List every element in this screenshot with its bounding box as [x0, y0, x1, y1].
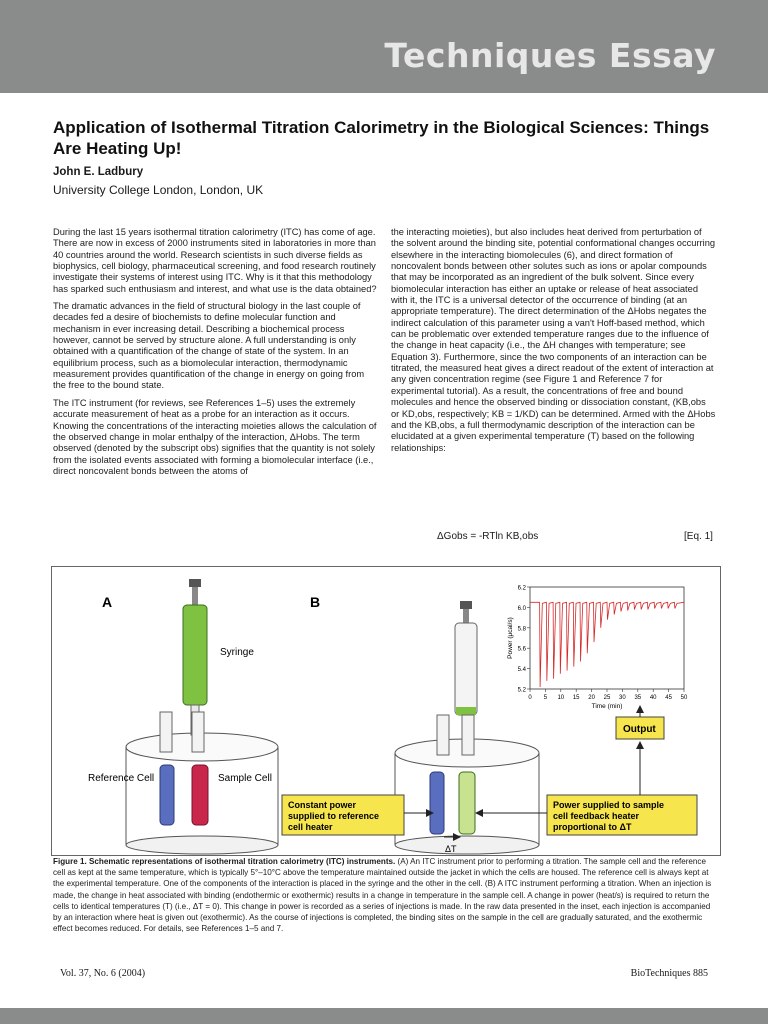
figure-1-diagram — [52, 567, 720, 855]
sample-cell-label: Sample Cell — [218, 773, 272, 784]
y-tick-label: 5.2 — [517, 687, 526, 694]
panel-b-label: B — [310, 594, 321, 610]
x-tick-label: 40 — [649, 695, 657, 701]
x-tick-label: 10 — [557, 695, 565, 701]
bottom-bar — [0, 1008, 768, 1024]
footer-volume: Vol. 37, No. 6 (2004) — [60, 968, 146, 979]
paragraph: The ITC instrument (for reviews, see References 1–5) uses the extremely accurate measurement of heat as a probe for an interaction as it occurs. Knowing the concentrations of the interacting moieties allows the calculation of the observed change in molar enthalpy of the interaction, ΔHobs. The term observed (denoted by the subscript obs) signifies that the quantity is not solely from the isolated events associated with forming a biomolecular interface (i.e., direct noncovalent bonds between the atoms of — [53, 397, 377, 476]
syringe-label: Syringe — [220, 647, 254, 658]
caption-text: (A) An ITC instrument prior to performing a titration. The sample cell and the reference cell as kept at the same temperature, which is typically 5°–10°C above the temperature maintained outside the jacket in which the cells are housed. The reference cell is always kept at the experimental temperature. One of the components of the interaction is placed in the syringe and the other in the cell. (B) A ITC instrument performing a titration. When an injection is made, the change in heat associated with binding (endothermic or exothermic) results in a change in temperature in the sample cell. A change in power (heat/s) is required to return the cells to identical temperatures (T) (i.e., ΔT = 0). This change in power is recorded as a series of injections is made. In the raw data presented in the inset, each injection is accompanied by an interaction where heat is given out (exothermic). As the course of injections is completed, the binding sites on the sample in the cell are gradually saturated, and the exothermic effect becomes reduced. For details, see References 1–5 and 7. — [53, 857, 712, 934]
delta-t-label: ΔT — [445, 844, 457, 854]
caption-lead: Figure 1. Schematic representations of isothermal titration calorimetry (ITC) instruments. — [53, 857, 396, 866]
x-tick-label: 50 — [680, 695, 688, 701]
y-tick-label: 5.6 — [517, 646, 526, 653]
body-column-left — [53, 227, 378, 483]
x-tick-label: 15 — [572, 695, 580, 701]
panel-a-label: A — [102, 594, 113, 610]
x-tick-label: 30 — [619, 695, 626, 701]
syringe-b — [455, 623, 477, 715]
article-title: Application of Isothermal Titration Calorimetry in the Biological Sciences: Things Are Heating Up! — [53, 118, 710, 158]
reference-cell-b — [430, 772, 444, 834]
raw-data-chart — [507, 586, 688, 711]
output-label: Output — [623, 724, 656, 735]
paragraph: the interacting moieties), but also includes heat derived from perturbation of the solvent around the binding site, potential conformational changes occurring elsewhere in the interacting biomolecules (6), and direct formation of noncovalent bonds between other solutes such as ions or apolar compounds that may be incorporated as an ingredient of the bulk solvent. Since every biomolecular interaction has either an uptake or release of heat associated with it, the ITC is a universal detector of the occurrence of binding (at an appropriate temperature). The direct determination of the ΔHobs negates the indirect calculation of this parameter using a van't Hoff-based method, which can be problematic over extended temperature ranges due to the influence of the change in heat capacity (i.e., the ΔH changes with temperature; see Equation 3). Furthermore, since the two components of an interaction can be titrated, the measured heat gives a direct readout of the extent of interaction at any given concentration regime (see Figure 1 and Reference 7 for experimental tutorial). As a result, the concentrations of free and bound molecules and hence the observed binding or dissociation constant, (KB,obs or KD,obs, respectively; KB = 1/KD) can be determined. Armed with the ΔHobs and the KB,obs, a full thermodynamic description of the interaction can be elucidated at a given experimental temperature (T) based on the following relationships: — [391, 227, 716, 453]
body-column-right — [391, 227, 716, 460]
y-tick-label: 5.4 — [517, 667, 526, 674]
y-axis-label: Power (μcal/s) — [507, 617, 514, 659]
y-tick-label: 5.8 — [517, 626, 526, 633]
reference-cell-a — [160, 765, 174, 825]
syringe-a — [183, 605, 207, 705]
panel-a — [88, 579, 278, 854]
author-name: John E. Ladbury — [53, 166, 144, 178]
panel-b — [395, 601, 539, 854]
x-tick-label: 20 — [588, 695, 595, 701]
x-tick-label: 25 — [603, 695, 611, 701]
x-tick-label: 35 — [634, 695, 642, 701]
sample-cell-a — [192, 765, 208, 825]
x-tick-label: 5 — [543, 695, 548, 701]
x-tick-label: 45 — [665, 695, 672, 701]
section-title: Techniques Essay — [384, 36, 716, 75]
footer-page: BioTechniques 885 — [630, 968, 708, 979]
figure-1 — [51, 566, 721, 856]
sample-cell-b — [459, 772, 475, 834]
x-axis-label: Time (min) — [591, 703, 623, 710]
author-affiliation: University College London, London, UK — [53, 183, 264, 197]
syringe-plunger-a — [189, 579, 201, 587]
x-tick-label: 0 — [528, 695, 532, 701]
constant-power-label: Constant power supplied to reference cell heater — [288, 800, 380, 832]
section-banner — [0, 0, 768, 93]
equation-number: [Eq. 1] — [684, 531, 713, 542]
reference-cell-label: Reference Cell — [88, 773, 155, 784]
paragraph: During the last 15 years isothermal titration calorimetry (ITC) has come of age. There are now in excess of 2000 instruments sited in laboratories in more than 40 countries around the world. Research scientists in such diverse fields as biophysics, cell biology, pharmaceutical screening, and food research routinely investigate their systems of interest using ITC. Why is it that this methodology has sparked such enthusiasm and interest, and what use is the data obtained? — [53, 227, 377, 294]
feedback-label: Power supplied to sample cell feedback heater proportional to ΔT — [553, 800, 665, 832]
y-tick-label: 6.2 — [517, 585, 526, 592]
figure-caption — [53, 856, 719, 934]
y-tick-label: 6.0 — [517, 605, 526, 612]
paragraph: The dramatic advances in the field of structural biology in the last couple of decades fed a desire of biochemists to define molecular function and mechanism in ever increasing detail. Describing a biochemical process however, cannot be served by structure alone. A full understanding is only obtained with a quantification of the change of state of the system. In an equilibrium process, such as a biomolecular interaction, thermodynamic measurement provides quantification of the change in energy on going from the free to the bound state. — [53, 301, 365, 391]
equation: ΔGobs = -RTln KB,obs — [437, 531, 539, 542]
